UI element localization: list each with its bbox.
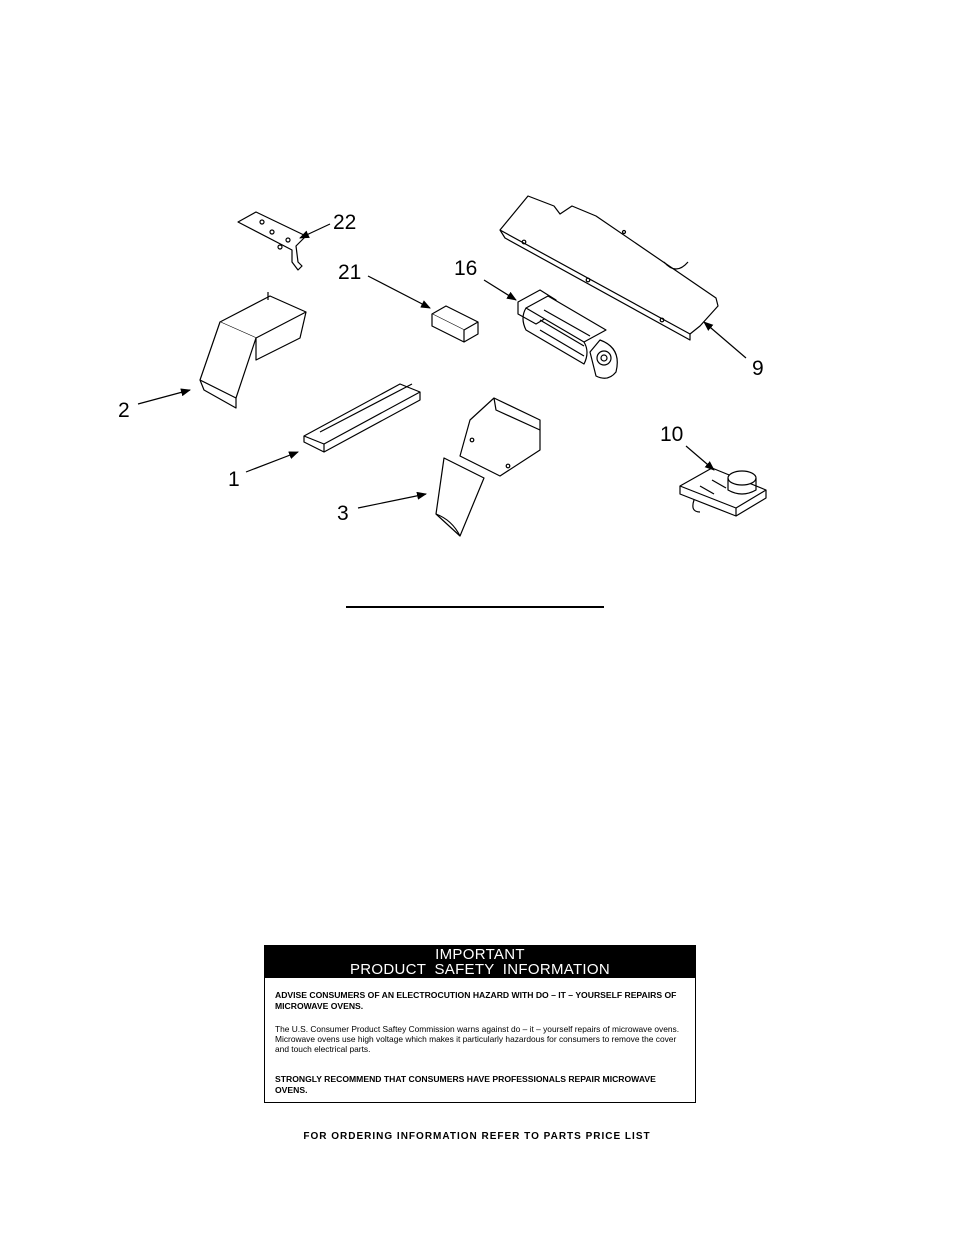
separator-rule [346,606,604,608]
part-3-shroud [436,398,540,536]
leader-9 [704,322,746,358]
leader-3 [358,494,426,508]
part-22-bracket [238,212,306,270]
part-2-duct [200,292,306,408]
safety-cpsc-note: The U.S. Consumer Product Saftey Commission warns against do – it – yourself repairs of microwave ovens. Microwave ovens use high voltage which makes it particularly hazardous for consumers to remove the cover and touch electrical parts. [275,1024,680,1054]
callout-10: 10 [660,423,684,446]
safety-warning-professionals: STRONGLY RECOMMEND THAT CONSUMERS HAVE PROFESSIONALS REPAIR MICROWAVE OVENS. [275,1074,656,1095]
safety-title-product-safety: PRODUCT SAFETY INFORMATION [350,961,610,978]
part-21-block [432,306,478,342]
leader-10 [686,446,714,470]
leader-1 [246,452,298,472]
leader-2 [138,390,190,404]
part-10-switch-assembly [680,468,766,516]
safety-title-important: IMPORTANT [435,946,525,963]
safety-information-box [264,945,696,1103]
part-1-flat-bar [304,384,420,452]
safety-warning-electrocution: ADVISE CONSUMERS OF AN ELECTROCUTION HAZARD WITH DO – IT – YOURSELF REPAIRS OF MICROWAVE OVENS. [275,990,677,1011]
callout-3: 3 [337,502,349,525]
leader-22 [300,224,330,238]
callout-16: 16 [454,257,478,280]
safety-header [265,946,695,978]
callout-9: 9 [752,357,764,380]
leader-21 [368,276,430,308]
callout-1: 1 [228,468,240,491]
callout-2: 2 [118,399,130,422]
leader-16 [484,280,516,300]
part-16-blower-motor [518,290,617,378]
callout-22: 22 [333,211,357,234]
callout-21: 21 [338,261,362,284]
ordering-information-footer: FOR ORDERING INFORMATION REFER TO PARTS PRICE LIST [303,1131,651,1142]
